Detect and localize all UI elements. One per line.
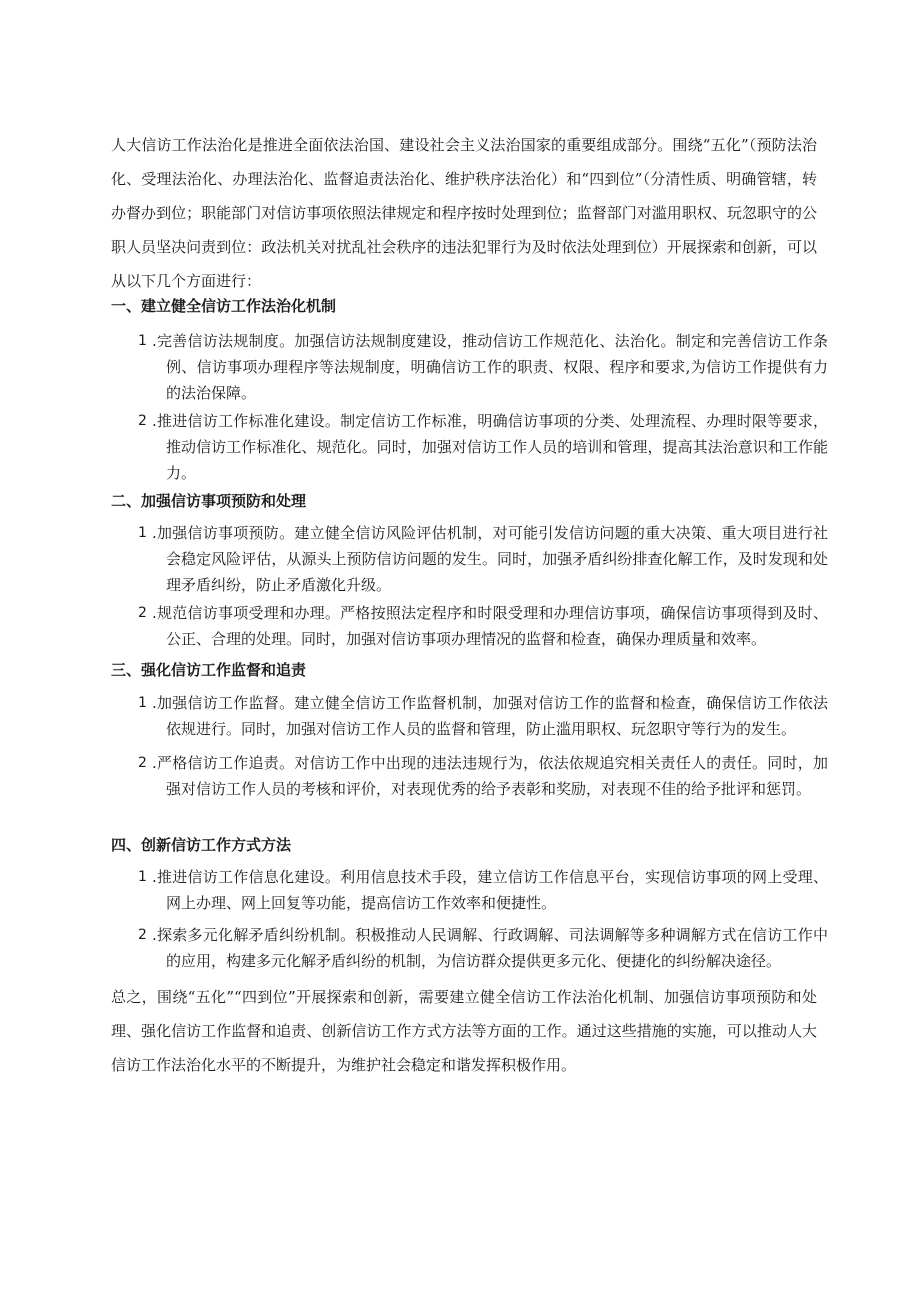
item-text: .严格信访工作追责。对信访工作中出现的违法违规行为，依法依规追究相关责任人的责任。同时，加强对信访工作人员的考核和评价，对表现优秀的给予表彰和奖励，对表现不佳的给予批评和惩罚。 (152, 754, 828, 798)
conclusion-paragraph: 总之，围绕“五化”“四到位”开展探索和创新，需要建立健全信访工作法治化机制、加强信访事项预防和处理、强化信访工作监督和追责、创新信访工作方式方法等方面的工作。通过这些措施的实施，可以推动人大信访工作法治化水平的不断提升，为维护社会稳定和谐发挥积极作用。 (111, 988, 817, 1074)
item-text: .规范信访事项受理和办理。严格按照法定程序和时限受理和办理信访事项，确保信访事项得到及时、公正、合理的处理。同时，加强对信访事项办理情况的监督和检查，确保办理质量和效率。 (152, 604, 828, 648)
section-heading-4: 四、创新信访工作方式方法 (111, 836, 292, 854)
section-4-item-1 (138, 864, 828, 916)
item-number: 1 (138, 525, 147, 541)
section-1-item-2 (138, 408, 828, 486)
item-text: .探索多元化解矛盾纠纷机制。积极推动人民调解、行政调解、司法调解等多种调解方式在信访工作中的应用，构建多元化解矛盾纠纷的机制，为信访群众提供更多元化、便捷化的纠纷解决途径。 (152, 926, 828, 970)
item-number: 1 (138, 695, 147, 711)
item-text: .完善信访法规制度。加强信访法规制度建设，推动信访工作规范化、法治化。制定和完善信访工作条例、信访事项办理程序等法规制度，明确信访工作的职责、权限、程序和要求,为信访工作提供有力的法治保障。 (152, 332, 828, 402)
section-heading-3: 三、强化信访工作监督和追责 (111, 661, 307, 679)
item-number: 2 (138, 755, 147, 771)
section-3-item-2 (138, 750, 828, 802)
item-text: .加强信访事项预防。建立健全信访风险评估机制，对可能引发信访问题的重大决策、重大项目进行社会稳定风险评估，从源头上预防信访问题的发生。同时，加强矛盾纠纷排查化解工作，及时发现和处理矛盾纠纷，防止矛盾激化升级。 (152, 524, 828, 594)
section-4-item-2 (138, 922, 828, 974)
item-number: 2 (138, 605, 147, 621)
section-heading-2: 二、加强信访事项预防和处理 (111, 492, 307, 510)
item-text: .加强信访工作监督。建立健全信访工作监督机制，加强对信访工作的监督和检查，确保信访工作依法依规进行。同时，加强对信访工作人员的监督和管理，防止滥用职权、玩忽职守等行为的发生。 (152, 694, 828, 738)
section-2-item-2 (138, 600, 828, 652)
section-2-item-1 (138, 520, 828, 598)
item-number: 1 (138, 333, 147, 349)
item-text: .推进信访工作标准化建设。制定信访工作标准，明确信访事项的分类、处理流程、办理时限等要求，推动信访工作标准化、规范化。同时，加强对信访工作人员的培训和管理，提高其法治意识和工作能力。 (152, 412, 828, 482)
intro-paragraph: 人大信访工作法治化是推进全面依法治国、建设社会主义法治国家的重要组成部分。围绕“五化”（预防法治化、受理法治化、办理法治化、监督追责法治化、维护秩序法治化）和“四到位”（分清性质、明确管辖，转办督办到位；职能部门对信访事项依照法律规定和程序按时处理到位；监督部门对滥用职权、玩忽职守的公职人员坚决问责到位：政法机关对扰乱社会秩序的违法犯罪行为及时依法处理到位）开展探索和创新，可以从以下几个方面进行： (111, 136, 817, 290)
item-text: .推进信访工作信息化建设。利用信息技术手段，建立信访工作信息平台，实现信访事项的网上受理、网上办理、网上回复等功能，提高信访工作效率和便捷性。 (152, 868, 828, 912)
item-number: 1 (138, 869, 147, 885)
section-3-item-1 (138, 690, 828, 742)
item-number: 2 (138, 927, 147, 943)
section-heading-1: 一、建立健全信访工作法治化机制 (111, 297, 337, 315)
item-number: 2 (138, 413, 147, 429)
section-1-item-1 (138, 328, 828, 406)
